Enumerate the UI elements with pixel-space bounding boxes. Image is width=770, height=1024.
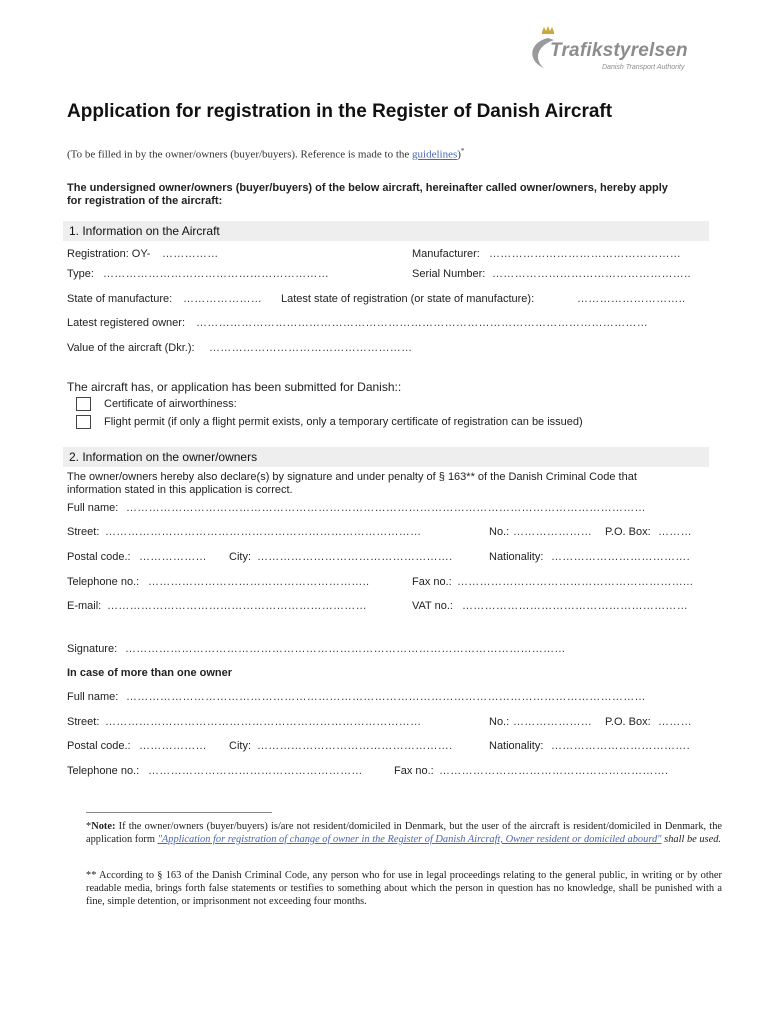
- intro-marker: *: [460, 147, 465, 155]
- email-field[interactable]: ……………………………………………………………: [107, 600, 367, 612]
- latest-owner-label: Latest registered owner:: [67, 317, 186, 329]
- intro-suffix: ): [457, 148, 461, 161]
- second-postal-code-label: Postal code.:: [67, 740, 131, 752]
- second-nationality-label: Nationality:: [489, 740, 544, 752]
- more-owners-heading: In case of more than one owner: [67, 667, 233, 679]
- second-city-label: City:: [229, 740, 251, 752]
- second-fax-label: Fax no.:: [394, 765, 434, 777]
- logo-subtitle: Danish Transport Authority: [602, 64, 685, 71]
- footnote-1-text: If the owner/owners (buyer/buyers) is/are not resident/domiciled in Denmark, but the user of the aircraft is resident/domiciled in Denmark, the application form: [86, 821, 722, 845]
- footnote-1: [86, 820, 722, 846]
- full-name-label: Full name:: [67, 502, 119, 514]
- telephone-label: Telephone no.:: [67, 576, 140, 588]
- postal-code-label: Postal code.:: [67, 551, 131, 563]
- latest-state-label: Latest state of registration (or state of manufacture):: [281, 293, 535, 305]
- second-telephone-label: Telephone no.:: [67, 765, 140, 777]
- signature-field[interactable]: ………………………………………………………………………………………………………: [125, 643, 566, 655]
- aircraft-value-field[interactable]: ………………………………………………: [209, 342, 413, 354]
- registration-label: Registration: OY-: [67, 248, 151, 260]
- second-nationality-field[interactable]: ……………………………….: [551, 740, 690, 752]
- footnote-2: [86, 869, 722, 908]
- fax-field[interactable]: ……………………………………………………...: [457, 576, 694, 588]
- section-2-header: [63, 447, 709, 467]
- intro-text: [67, 147, 464, 161]
- city-field[interactable]: …………………………………………….: [257, 551, 453, 563]
- email-label: E-mail:: [67, 600, 102, 612]
- manufacturer-label: Manufacturer:: [412, 248, 480, 260]
- second-telephone-field[interactable]: …………………………………………………: [148, 765, 363, 777]
- section-1-title: 1. Information on the Aircraft: [69, 224, 220, 238]
- latest-owner-field[interactable]: …………………………………………………………………………………………………………: [196, 317, 648, 329]
- nationality-label: Nationality:: [489, 551, 544, 563]
- state-of-manufacture-label: State of manufacture:: [67, 293, 173, 305]
- full-name-field[interactable]: …………………………………………………………………………………………………………………………: [126, 502, 646, 514]
- second-fax-field[interactable]: …………………………………………………….: [439, 765, 669, 777]
- type-field[interactable]: ……………………………………………………: [103, 268, 329, 280]
- second-house-number-field[interactable]: …………………: [513, 716, 593, 728]
- footnote-2-text: According to § 163 of the Danish Criminal Code, any person who for use in legal proceedings relating to the general public, in writing or by other readable media, brings forth false statements or testifies to something about which the person in question has no knowledge, shall be punished with a fine, simple detention, or imprisonment not exceeding four months.: [86, 870, 722, 907]
- aircraft-value-label: Value of the aircraft (Dkr.):: [67, 342, 195, 354]
- registration-field[interactable]: ……………: [162, 248, 219, 260]
- declaration-line-1: The undersigned owner/owners (buyer/buyers) of the below aircraft, hereinafter called owner/owners, hereby apply: [67, 182, 668, 194]
- footnote-2-marker: **: [86, 870, 97, 881]
- second-postal-code-field[interactable]: ………………: [139, 740, 207, 752]
- flight-permit-option-label: Flight permit (if only a flight permit exists, only a temporary certificate of registration can be issued): [104, 416, 583, 428]
- city-label: City:: [229, 551, 251, 563]
- second-po-box-label: P.O. Box:: [605, 716, 651, 728]
- logo: [524, 24, 714, 78]
- declaration-line-2: for registration of the aircraft:: [67, 195, 223, 207]
- latest-state-field[interactable]: ………………………..: [577, 293, 686, 305]
- footnote-1-marker: *: [86, 821, 92, 832]
- second-house-number-label: No.:: [489, 716, 510, 728]
- second-street-label: Street:: [67, 716, 100, 728]
- vat-label: VAT no.:: [412, 600, 453, 612]
- serial-number-field[interactable]: ……………………………………………..: [492, 268, 691, 280]
- section-2-title: 2. Information on the owner/owners: [69, 450, 258, 464]
- telephone-field[interactable]: …………………………………………………..: [148, 576, 370, 588]
- flight-permit-checkbox[interactable]: [76, 415, 91, 429]
- footnote-1-bold: Note:: [91, 821, 116, 832]
- street-label: Street:: [67, 526, 100, 538]
- signature-label: Signature:: [67, 643, 118, 655]
- nationality-field[interactable]: ……………………………….: [551, 551, 690, 563]
- po-box-label: P.O. Box:: [605, 526, 651, 538]
- po-box-field[interactable]: ………: [658, 526, 692, 538]
- second-city-field[interactable]: …………………………………………….: [257, 740, 453, 752]
- airworthiness-checkbox[interactable]: [76, 397, 91, 411]
- house-number-label: No.:: [489, 526, 510, 538]
- owner-declaration-line-1: The owner/owners hereby also declare(s) by signature and under penalty of § 163** of the Danish Criminal Code that: [67, 471, 637, 483]
- second-full-name-field[interactable]: …………………………………………………………………………………………………………………………: [126, 691, 646, 703]
- vat-field[interactable]: ……………………………………………………: [462, 600, 688, 612]
- footnote-divider: [86, 812, 272, 813]
- section-1-header: [63, 221, 709, 241]
- fax-label: Fax no.:: [412, 576, 452, 588]
- manufacturer-field[interactable]: ……………………………………………: [489, 248, 682, 260]
- state-of-manufacture-field[interactable]: …………………: [183, 293, 263, 305]
- postal-code-field[interactable]: ………………: [139, 551, 207, 563]
- house-number-field[interactable]: …………………: [513, 526, 593, 538]
- footnote-1-suffix: shall be used.: [661, 834, 721, 845]
- second-street-field[interactable]: …………………………………………………………………………: [105, 716, 422, 728]
- airworthiness-option-label: Certificate of airworthiness:: [104, 398, 237, 410]
- aircraft-has-heading: The aircraft has, or application has been submitted for Danish::: [67, 380, 402, 394]
- intro-prefix: (To be filled in by the owner/owners (buyer/buyers). Reference is made to the: [67, 148, 413, 161]
- owner-declaration-line-2: information stated in this application is correct.: [67, 484, 293, 496]
- logo-name: Trafikstyrelsen: [550, 40, 688, 61]
- guidelines-link[interactable]: guidelines: [412, 148, 458, 161]
- change-of-owner-form-link[interactable]: "Application for registration of change of owner in the Register of Danish Aircraft, Owner resident or domiciled abourd": [157, 834, 662, 845]
- serial-number-label: Serial Number:: [412, 268, 486, 280]
- page-title: Application for registration in the Register of Danish Aircraft: [67, 101, 613, 122]
- street-field[interactable]: …………………………………………………………………………: [105, 526, 422, 538]
- second-po-box-field[interactable]: ………: [658, 716, 692, 728]
- crown-icon: [542, 26, 554, 34]
- second-full-name-label: Full name:: [67, 691, 119, 703]
- type-label: Type:: [67, 268, 94, 280]
